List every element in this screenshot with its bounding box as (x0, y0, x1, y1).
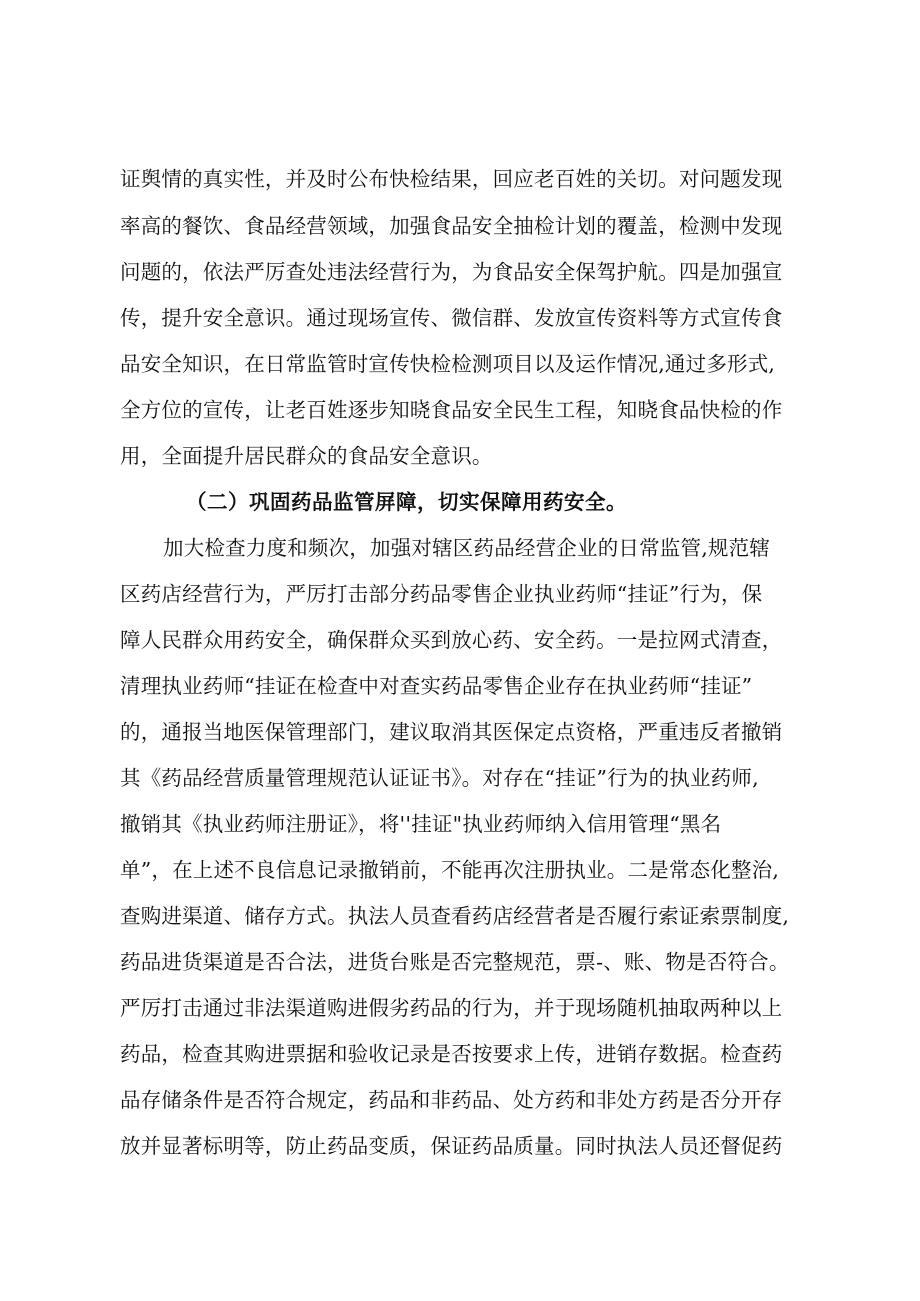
paragraph-1-line-7: 用，全面提升居民群众的食品安全意识。 (120, 444, 493, 468)
paragraph-2-line-11: 严厉打击通过非法渠道购进假劣药品的行为，并于现场随机抽取两种以上 (120, 996, 783, 1020)
paragraph-1-line-3: 问题的，依法严厉查处违法经营行为，为食品安全保驾护航。四是加强宣 (120, 260, 783, 284)
paragraph-2-line-9: 查购进渠道、储存方式。执法人员查看药店经营者是否履行索证索票制度, (120, 904, 790, 928)
paragraph-2-line-4: 清理执业药师“挂证在检查中对查实药品零售企业存在执业药师“挂证” (120, 674, 753, 698)
paragraph-2-line-7: 撤销其《执业药师注册证》，将''挂证"执业药师纳入信用管理“黑名 (120, 812, 722, 836)
paragraph-1-line-1: 证舆情的真实性，并及时公布快检结果，回应老百姓的关切。对问题发现 (120, 167, 783, 191)
paragraph-1-line-6: 全方位的宣传，让老百姓逐步知晓食品安全民生工程，知晓食品快检的作 (120, 398, 783, 422)
paragraph-2-line-12: 药品，检查其购进票据和验收记录是否按要求上传，进销存数据。检查药 (120, 1042, 783, 1066)
paragraph-2-line-8: 单”，在上述不良信息记录撤销前，不能再次注册执业。二是常态化整治, (120, 858, 780, 882)
paragraph-2-line-10: 药品进货渠道是否合法，进货台账是否完整规范，票-、账、物是否符合。 (120, 950, 790, 974)
section-heading: （二）巩固药品监管屏障，切实保障用药安全。 (186, 490, 627, 514)
paragraph-2-line-6: 其《药品经营质量管理规范认证证书》。对存在“挂证”行为的执业药师, (120, 766, 759, 790)
paragraph-2-line-2: 区药店经营行为，严厉打击部分药品零售企业执业药师“挂证”行为，保 (120, 582, 763, 606)
paragraph-2-line-1: 加大检查力度和频次，加强对辖区药品经营企业的日常监管,规范辖 (163, 536, 771, 560)
paragraph-1-line-2: 率高的餐饮、食品经营领域，加强食品安全抽检计划的覆盖，检测中发现 (120, 214, 783, 238)
paragraph-2-line-5: 的，通报当地医保管理部门，建议取消其医保定点资格，严重违反者撤销 (120, 720, 783, 744)
paragraph-2-line-13: 品存储条件是否符合规定，药品和非药品、处方药和非处方药是否分开存 (120, 1088, 783, 1112)
paragraph-1-line-5: 品安全知识，在日常监管时宣传快检检测项目以及运作情况,通过多形式, (120, 352, 776, 376)
paragraph-2-line-3: 障人民群众用药安全，确保群众买到放心药、安全药。一是拉网式清查， (120, 628, 783, 652)
paragraph-2-line-14: 放并显著标明等，防止药品变质，保证药品质量。同时执法人员还督促药 (120, 1134, 783, 1158)
paragraph-1-line-4: 传，提升安全意识。通过现场宣传、微信群、发放宣传资料等方式宣传食 (120, 306, 783, 330)
